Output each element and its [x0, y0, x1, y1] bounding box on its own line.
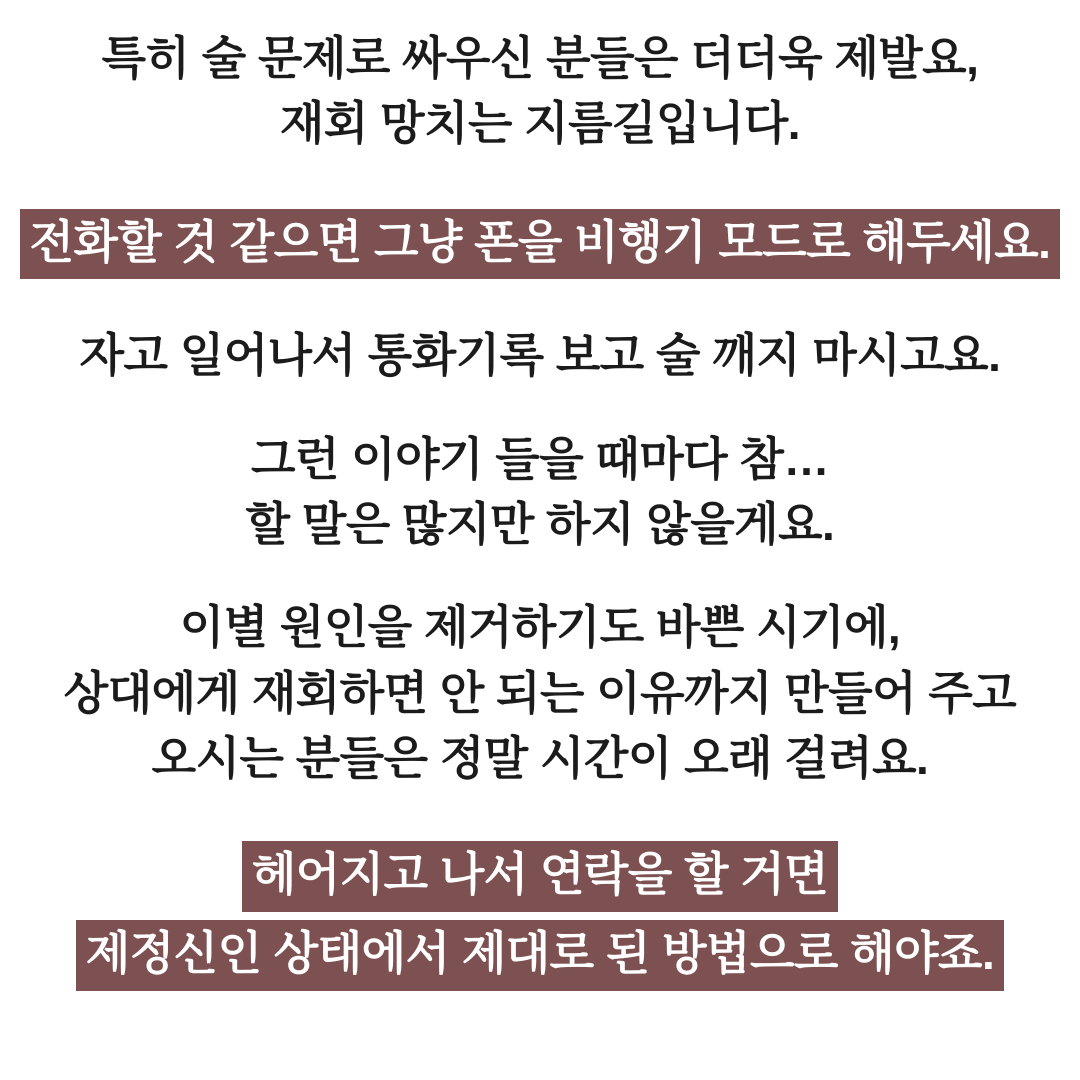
text-line: 특히 술 문제로 싸우신 분들은 더더욱 제발요,: [101, 32, 979, 84]
text-line: 오시는 분들은 정말 시간이 오래 걸려요.: [151, 731, 929, 784]
text-line: 그런 이야기 들을 때마다 참…: [251, 432, 829, 485]
text-line: 이별 원인을 제거하기도 바쁜 시기에,: [179, 601, 901, 654]
highlight-line-wrap: [14, 841, 1066, 912]
spacer: [14, 912, 1066, 920]
text-line: 상대에게 재회하면 안 되는 이유까지 만들어 주고: [63, 666, 1017, 719]
highlight-line-wrap: [14, 920, 1066, 991]
text-line: 재회 망치는 지름길입니다.: [279, 97, 801, 150]
paragraph-block-2: [14, 323, 1066, 388]
text-line: 자고 일어나서 통화기록 보고 술 깨지 마시고요.: [79, 329, 1001, 382]
highlighted-text: 헤어지고 나서 연락을 할 거면: [242, 841, 838, 912]
paragraph-block-1: [14, 26, 1066, 157]
highlighted-text: 제정신인 상태에서 제대로 된 방법으로 해야죠.: [76, 920, 1004, 991]
highlighted-text: 전화할 것 같으면 그냥 폰을 비행기 모드로 해두세요.: [20, 209, 1061, 280]
highlight-line-wrap: [14, 209, 1066, 280]
paragraph-block-4: [14, 595, 1066, 791]
text-line: 할 말은 많지만 하지 않을게요.: [245, 498, 835, 551]
highlight-block-1: [14, 209, 1066, 280]
paragraph-block-3: [14, 427, 1066, 558]
highlight-block-2: [14, 841, 1066, 991]
